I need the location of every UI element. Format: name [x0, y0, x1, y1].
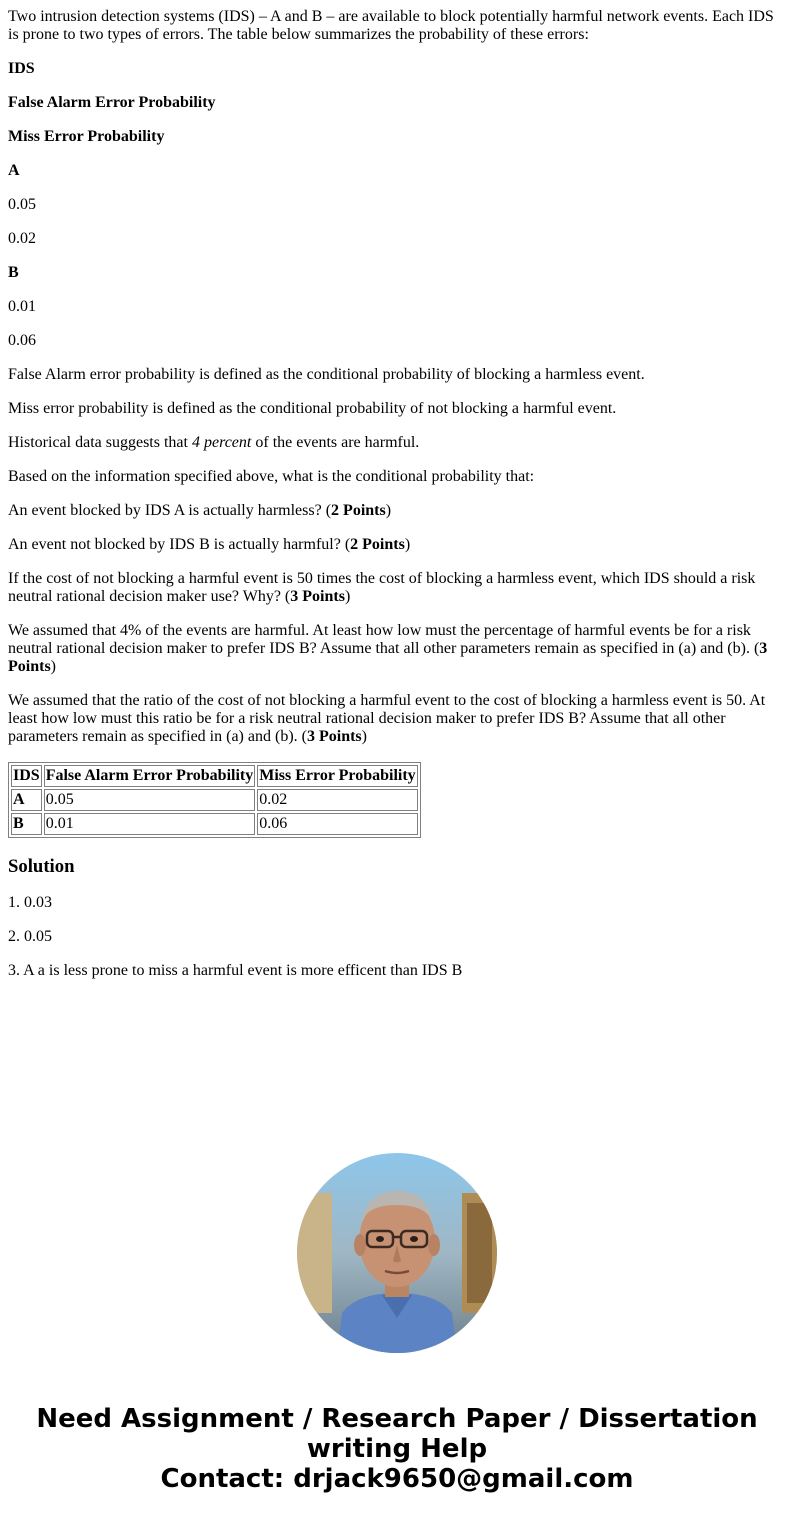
part-points: 3 Points — [306, 728, 362, 745]
flat-cell-b-false-alarm: 0.01 — [8, 298, 36, 315]
definition-false-alarm: False Alarm error probability is defined as the conditional probability of blocking a harmless event. — [8, 366, 645, 383]
flat-cell-a-miss: 0.02 — [8, 230, 36, 247]
question-part-d — [8, 622, 786, 676]
part-text: An event blocked by IDS A is actually harmless? ( — [8, 502, 332, 519]
part-text: If the cost of not blocking a harmful event is 50 times the cost of blocking a harmless event, which IDS should a risk neutral rational decision maker use? Why? ( — [8, 570, 756, 605]
flat-cell-b-miss: 0.06 — [8, 332, 36, 349]
table-row — [11, 813, 418, 835]
part-close: ) — [344, 588, 351, 605]
flat-cell-a: A — [8, 162, 20, 179]
table-header-miss: Miss Error Probability — [257, 765, 417, 787]
part-close: ) — [404, 536, 411, 553]
question-part-c — [8, 570, 786, 606]
table-cell-ids: B — [11, 813, 42, 835]
author-portrait-illustration — [297, 1153, 497, 1353]
table-cell-false-alarm: 0.01 — [44, 813, 256, 835]
table-header-row — [11, 765, 418, 787]
answer-1: 1. 0.03 — [8, 894, 52, 911]
table-cell-ids: A — [11, 789, 42, 811]
question-part-a — [8, 502, 786, 520]
ids-error-table — [8, 762, 421, 838]
table-cell-false-alarm: 0.05 — [44, 789, 256, 811]
definition-miss: Miss error probability is defined as the conditional probability of not blocking a harmful event. — [8, 400, 617, 417]
part-text: An event not blocked by IDS B is actually harmful? ( — [8, 536, 351, 553]
part-text: We assumed that the ratio of the cost of not blocking a harmful event to the cost of blocking a harmless event is 50. At least how low must this ratio be for a risk neutral rational decision maker to prefer IDS B? Assume that all other parameters remain as specified in (a) and (b). ( — [8, 692, 766, 745]
banner-contact-email[interactable]: Contact: drjack9650@gmail.com — [160, 1464, 634, 1494]
intro-text: Two intrusion detection systems (IDS) – A and B – are available to block potentially harmful network events. Each IDS is prone to two types of errors. The table below summarizes the probability of these errors: — [8, 8, 774, 43]
question-part-e — [8, 692, 786, 746]
contact-banner — [0, 1404, 794, 1494]
historical-data — [8, 434, 786, 452]
banner-line-1: Need Assignment / Research Paper / Dissertation — [36, 1404, 758, 1434]
table-header-false-alarm: False Alarm Error Probability — [44, 765, 256, 787]
question-part-b — [8, 536, 786, 554]
part-points: 2 Points — [331, 502, 386, 519]
banner-line-2: writing Help — [306, 1434, 488, 1464]
historical-pre: Historical data suggests that — [8, 434, 192, 451]
part-text: We assumed that 4% of the events are harmful. At least how low must the percentage of harmful events be for a risk neutral rational decision maker to prefer IDS B? Assume that all other parameters remain as specified in (a) and (b). ( — [8, 622, 760, 657]
part-points: 3 Points — [8, 640, 768, 675]
question-prompt: Based on the information specified above, what is the conditional probability that: — [8, 468, 535, 485]
flat-cell-b: B — [8, 264, 19, 281]
flat-cell-miss: Miss Error Probability — [8, 128, 165, 145]
part-close: ) — [361, 728, 367, 745]
table-row — [11, 789, 418, 811]
table-cell-miss: 0.02 — [257, 789, 417, 811]
part-points: 2 Points — [350, 536, 405, 553]
solution-heading: Solution — [8, 856, 75, 877]
table-header-ids: IDS — [11, 765, 42, 787]
flat-cell-ids: IDS — [8, 60, 35, 77]
author-avatar — [297, 1153, 497, 1353]
answer-3: 3. A a is less prone to miss a harmful event is more efficent than IDS B — [8, 962, 463, 979]
part-points: 3 Points — [290, 588, 345, 605]
answer-2: 2. 0.05 — [8, 928, 52, 945]
historical-post: of the events are harmful. — [251, 434, 420, 451]
part-close: ) — [50, 658, 56, 675]
historical-percent: 4 percent — [191, 434, 252, 451]
flat-cell-false-alarm: False Alarm Error Probability — [8, 94, 216, 111]
flat-cell-a-false-alarm: 0.05 — [8, 196, 36, 213]
part-close: ) — [385, 502, 392, 519]
table-cell-miss: 0.06 — [257, 813, 417, 835]
